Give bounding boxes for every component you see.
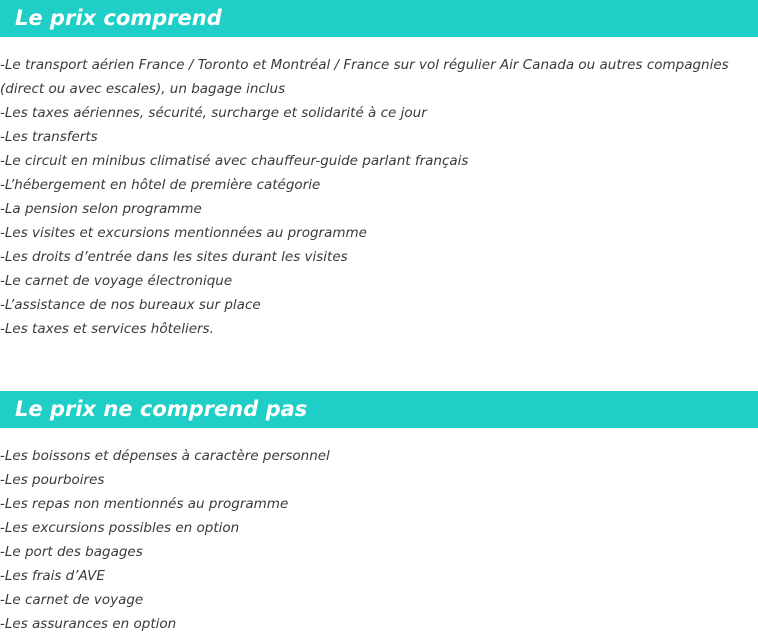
- list-item: -Les taxes aériennes, sécurité, surcharge et solidarité à ce jour: [0, 105, 427, 121]
- list-item: -Les repas non mentionnés au programme: [0, 496, 289, 512]
- list-item: -Les boissons et dépenses à caractère personnel: [0, 448, 330, 464]
- list-item: -Les assurances en option: [0, 616, 177, 632]
- section-title-excluded: Le prix ne comprend pas: [15, 397, 308, 421]
- section-header-excluded: [0, 391, 758, 428]
- list-item: -Les frais d’AVE: [0, 568, 105, 584]
- list-item: -L’assistance de nos bureaux sur place: [0, 297, 261, 313]
- list-item: -Les visites et excursions mentionnées au programme: [0, 225, 367, 241]
- list-item: -Le port des bagages: [0, 544, 143, 560]
- excluded-list: [0, 444, 758, 636]
- list-item: -Les excursions possibles en option: [0, 520, 240, 536]
- included-list: [0, 53, 758, 341]
- list-item: -Les transferts: [0, 129, 98, 145]
- section-title-included: Le prix comprend: [15, 6, 222, 30]
- section-header-included: [0, 0, 758, 37]
- list-item: -Le carnet de voyage électronique: [0, 273, 233, 289]
- list-item: -Le circuit en minibus climatisé avec chauffeur-guide parlant français: [0, 153, 469, 169]
- list-item: -Les taxes et services hôteliers.: [0, 321, 214, 337]
- list-item: -Le carnet de voyage: [0, 592, 144, 608]
- section-excluded: [0, 391, 758, 636]
- list-item: -L’hébergement en hôtel de première catégorie: [0, 177, 321, 193]
- list-item: -La pension selon programme: [0, 201, 202, 217]
- list-item: -Les droits d’entrée dans les sites durant les visites: [0, 249, 348, 265]
- list-item: -Le transport aérien France / Toronto et Montréal / France sur vol régulier Air Canada ou autres compagnies (direct ou avec escales), un bagage inclus: [0, 57, 729, 97]
- list-item: -Les pourboires: [0, 472, 105, 488]
